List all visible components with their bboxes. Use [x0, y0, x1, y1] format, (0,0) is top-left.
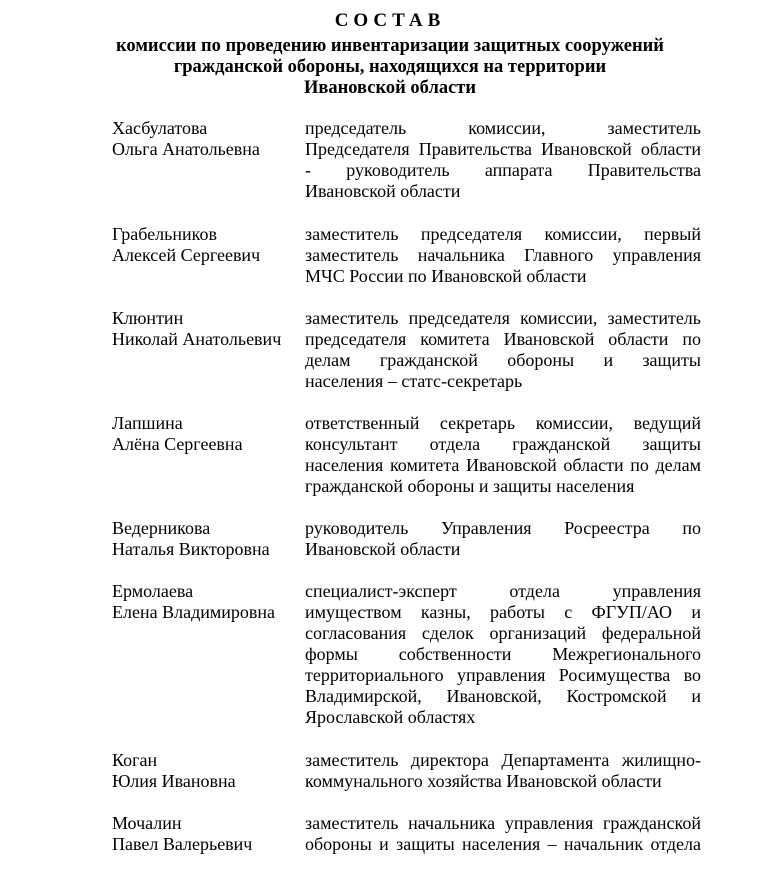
role-line: коммунального хозяйства Ивановской области	[305, 771, 662, 791]
member-name	[112, 308, 297, 350]
member-surname: Коган	[112, 750, 158, 770]
member-surname: Ермолаева	[112, 581, 194, 601]
member-given-names: Николай Анатольевич	[112, 329, 282, 349]
role-line: председатель комиссии, заместитель	[305, 118, 701, 138]
member-name	[112, 413, 297, 455]
document-title: СОСТАВ	[334, 10, 446, 31]
role-line: заместитель председателя комиссии, заместитель	[305, 308, 701, 328]
member-role	[305, 308, 701, 392]
role-line: МЧС России по Ивановской области	[305, 266, 587, 286]
role-line: территориального управления Росимущества во	[305, 665, 701, 685]
role-line: Ивановской области	[305, 181, 461, 201]
member-role	[305, 224, 701, 287]
member-role	[305, 118, 701, 202]
role-line: обороны и защиты населения – начальник отдела	[305, 834, 701, 854]
document-subtitle-line-2: гражданской обороны, находящихся на территории	[173, 57, 607, 77]
role-line: заместитель председателя комиссии, первый	[305, 224, 701, 244]
role-line: - руководитель аппарата Правительства	[305, 160, 701, 180]
member-given-names: Юлия Ивановна	[112, 771, 236, 791]
member-role	[305, 750, 701, 792]
role-line: Ярославской областях	[305, 707, 476, 727]
role-line: Председателя Правительства Ивановской области	[305, 139, 701, 159]
role-line: ответственный секретарь комиссии, ведущий	[305, 413, 701, 433]
member-surname: Хасбулатова	[112, 118, 208, 138]
member-name	[112, 581, 297, 623]
member-given-names: Елена Владимировна	[112, 602, 276, 622]
member-surname: Клюнтин	[112, 308, 184, 328]
document-subtitle-line-1: комиссии по проведению инвентаризации защитных сооружений	[116, 36, 664, 56]
member-surname: Мочалин	[112, 813, 182, 833]
role-line: руководитель Управления Росреестра по	[305, 518, 701, 538]
member-name	[112, 750, 297, 792]
member-given-names: Алёна Сергеевна	[112, 434, 243, 454]
member-given-names: Алексей Сергеевич	[112, 245, 261, 265]
member-name	[112, 518, 297, 560]
member-surname: Лапшина	[112, 413, 183, 433]
role-line: имуществом казны, работы с ФГУП/АО и	[305, 602, 701, 622]
role-line: специалист-эксперт отдела управления	[305, 581, 701, 601]
document-subtitle-line-3: Ивановской области	[303, 78, 477, 98]
role-line: заместитель директора Департамента жилищно-	[305, 750, 701, 770]
member-role	[305, 518, 701, 560]
member-name	[112, 813, 297, 855]
role-line: председателя комитета Ивановской области по	[305, 329, 701, 349]
role-line: формы собственности Межрегионального	[305, 644, 701, 664]
member-role	[305, 813, 701, 855]
role-line: Ивановской области	[305, 539, 461, 559]
role-line: гражданской обороны и защиты населения	[305, 476, 635, 496]
member-role	[305, 413, 701, 497]
member-surname: Грабельников	[112, 224, 217, 244]
role-line: заместитель начальника управления гражданской	[305, 813, 701, 833]
member-given-names: Наталья Викторовна	[112, 539, 270, 559]
role-line: согласования сделок организаций федеральной	[305, 623, 701, 643]
role-line: населения – статс-секретарь	[305, 371, 523, 391]
role-line: делам гражданской обороны и защиты	[305, 350, 701, 370]
member-name	[112, 224, 297, 266]
role-line: Владимирской, Ивановской, Костромской и	[305, 686, 701, 706]
role-line: заместитель начальника Главного управления	[305, 245, 701, 265]
member-surname: Ведерникова	[112, 518, 211, 538]
role-line: консультант отдела гражданской защиты	[305, 434, 701, 454]
member-given-names: Ольга Анатольевна	[112, 139, 260, 159]
member-name	[112, 118, 297, 160]
member-role	[305, 581, 701, 728]
role-line: населения комитета Ивановской области по делам	[305, 455, 701, 475]
member-given-names: Павел Валерьевич	[112, 834, 253, 854]
